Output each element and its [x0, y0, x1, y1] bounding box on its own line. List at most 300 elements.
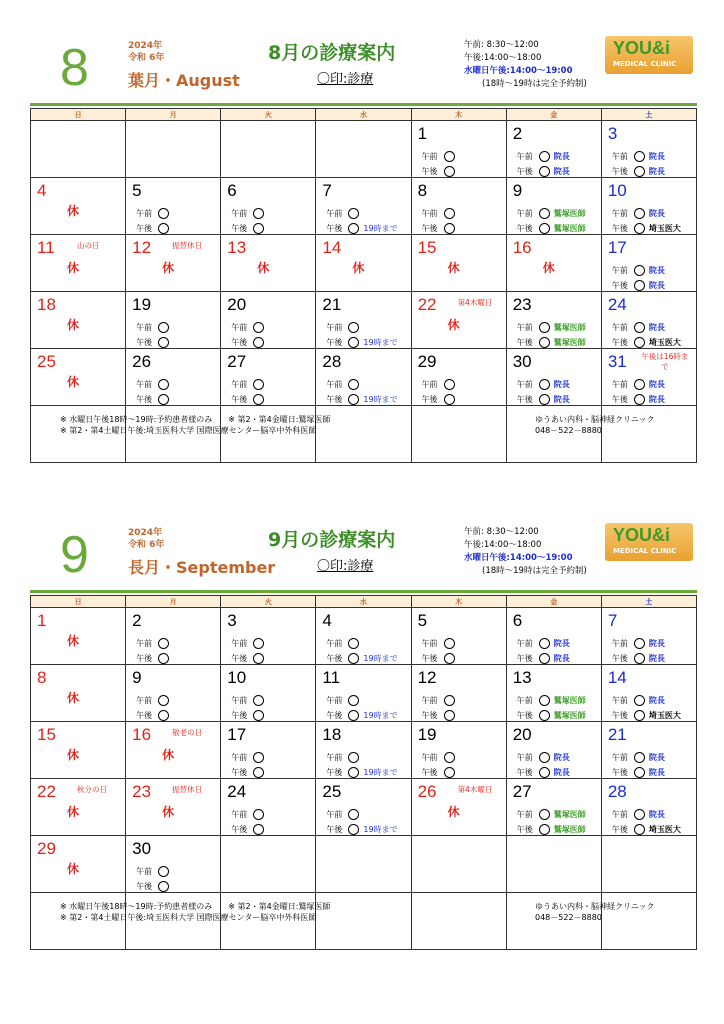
- open-circle-icon: [539, 695, 550, 706]
- session-rows: [231, 693, 268, 723]
- day-cell: [316, 235, 411, 292]
- footer-notes: [60, 414, 680, 436]
- day-number: 2: [512, 124, 523, 143]
- pm-label: 午後: [136, 338, 153, 347]
- am-label: 午前: [516, 810, 533, 819]
- session-rows: [136, 864, 173, 894]
- pm-label: 午後: [611, 711, 628, 720]
- am-label: 午前: [611, 323, 628, 332]
- pm-label: 午後: [516, 167, 533, 176]
- day-number: 22: [37, 782, 56, 801]
- clinic-logo: [605, 36, 693, 74]
- pm-doctor: 院長: [553, 654, 570, 663]
- open-circle-icon: [158, 638, 169, 649]
- closed-label: 休: [162, 261, 175, 275]
- pm-label: 午後: [611, 167, 628, 176]
- session-rows: [326, 206, 397, 236]
- open-circle-icon: [539, 394, 550, 405]
- am-row: [136, 636, 173, 651]
- closed-label: 休: [67, 261, 80, 275]
- open-circle-icon: [158, 322, 169, 333]
- open-circle-icon: [539, 166, 550, 177]
- legend: 〇印:診療: [317, 72, 374, 87]
- open-circle-icon: [348, 695, 359, 706]
- pm-label: 午後: [326, 825, 343, 834]
- pm-doctor: 院長: [648, 654, 665, 663]
- day-number: 30: [132, 839, 152, 858]
- am-label: 午前: [421, 209, 438, 218]
- pm-label: 午後: [136, 654, 153, 663]
- day-note: 午後は16時まで: [641, 352, 689, 371]
- weekday-header: 金: [506, 596, 601, 608]
- day-number: 18: [322, 725, 342, 744]
- am-label: 午前: [421, 696, 438, 705]
- session-rows: [422, 206, 459, 236]
- pm-doctor: 院長: [648, 167, 665, 176]
- day-number: 12: [132, 238, 152, 257]
- pm-label: 午後: [611, 768, 628, 777]
- day-cell: [506, 665, 601, 722]
- day-number: 5: [132, 181, 142, 200]
- day-number: 22: [417, 295, 437, 314]
- day-cell: [126, 235, 221, 292]
- pm-label: 午後: [231, 224, 248, 233]
- am-label: 午前: [231, 209, 248, 218]
- am-label: 午前: [231, 639, 248, 648]
- year-era: 令和 6年: [128, 53, 165, 63]
- closed-label: 休: [447, 318, 460, 332]
- session-rows: [422, 693, 459, 723]
- session-rows: [612, 149, 665, 179]
- am-label: 午前: [231, 696, 248, 705]
- pm-label: 午後: [136, 711, 153, 720]
- am-row: [136, 377, 173, 392]
- am-row: [517, 807, 586, 822]
- day-cell: [506, 608, 601, 665]
- am-row: [231, 377, 268, 392]
- pm-label: 午後: [136, 224, 153, 233]
- day-number: 3: [227, 611, 237, 630]
- day-number: 6: [512, 611, 523, 630]
- pm-label: 午後: [326, 711, 343, 720]
- open-circle-icon: [539, 322, 550, 333]
- day-cell: [411, 178, 506, 235]
- am-row: [326, 750, 397, 765]
- am-row: [612, 149, 665, 164]
- day-number: 13: [512, 668, 532, 687]
- day-cell: [316, 121, 411, 178]
- open-circle-icon: [444, 151, 455, 162]
- open-circle-icon: [253, 638, 264, 649]
- day-number: 23: [512, 295, 532, 314]
- am-doctor: 院長: [553, 380, 570, 389]
- am-row: [231, 320, 268, 335]
- month-name: 葉月・August: [128, 71, 240, 90]
- open-circle-icon: [444, 166, 455, 177]
- day-cell: [126, 722, 221, 779]
- footer-notes: [60, 901, 680, 923]
- open-circle-icon: [253, 223, 264, 234]
- clinic-info: [535, 901, 655, 923]
- day-number: 1: [37, 611, 47, 630]
- day-cell: [31, 292, 126, 349]
- day-number: 2: [132, 611, 142, 630]
- day-cell: [601, 235, 696, 292]
- session-rows: [326, 693, 397, 723]
- session-rows: [517, 320, 586, 350]
- pm-label: 午後: [421, 167, 438, 176]
- pm-label: 午後: [421, 224, 438, 233]
- am-row: [326, 377, 397, 392]
- open-circle-icon: [634, 280, 645, 291]
- pm-label: 午後: [231, 395, 248, 404]
- session-rows: [326, 320, 397, 350]
- am-doctor: 鷲塚医師: [553, 810, 586, 819]
- open-circle-icon: [158, 710, 169, 721]
- day-number: 15: [417, 238, 437, 257]
- day-cell: [31, 349, 126, 406]
- day-note: 第4木曜日: [457, 298, 493, 307]
- day-number: 31: [607, 352, 627, 371]
- day-cell: [601, 779, 696, 836]
- pm-doctor: 埼玉医大: [648, 825, 681, 834]
- open-circle-icon: [634, 767, 645, 778]
- am-doctor: 院長: [648, 639, 665, 648]
- clinic-name: ゆうあい内科・脳神経クリニック: [535, 415, 655, 424]
- day-number: 8: [37, 668, 47, 687]
- session-rows: [517, 750, 570, 780]
- day-number: 20: [512, 725, 532, 744]
- weekday-header: 火: [221, 596, 316, 608]
- session-rows: [517, 149, 570, 179]
- day-number: 12: [417, 668, 437, 687]
- session-rows: [612, 636, 665, 666]
- day-number: 19: [132, 295, 152, 314]
- session-rows: [422, 750, 459, 780]
- am-label: 午前: [136, 323, 153, 332]
- month-number: 9: [60, 526, 89, 584]
- open-circle-icon: [539, 208, 550, 219]
- clinic-hours: [464, 526, 587, 578]
- open-circle-icon: [348, 767, 359, 778]
- day-cell: [506, 349, 601, 406]
- session-rows: [326, 750, 397, 780]
- day-cell: [31, 836, 126, 893]
- month-number: 8: [60, 39, 89, 97]
- day-cell: [601, 608, 696, 665]
- day-cell: [31, 722, 126, 779]
- day-cell: [601, 121, 696, 178]
- closed-label: 休: [67, 318, 80, 332]
- day-number: 27: [512, 782, 532, 801]
- open-circle-icon: [348, 208, 359, 219]
- hours-line: 午前: 8:30～12:00: [464, 40, 539, 50]
- open-circle-icon: [634, 752, 645, 763]
- clinic-tel: 048－522－8880: [535, 426, 602, 435]
- day-number: 25: [37, 352, 56, 371]
- open-circle-icon: [158, 394, 169, 405]
- open-circle-icon: [539, 767, 550, 778]
- pm-label: 午後: [421, 711, 438, 720]
- day-number: 18: [37, 295, 56, 314]
- session-rows: [517, 636, 570, 666]
- am-label: 午前: [516, 380, 533, 389]
- am-label: 午前: [611, 209, 628, 218]
- day-cell: [221, 608, 316, 665]
- open-circle-icon: [348, 337, 359, 348]
- page-title: 9月の診療案内: [268, 529, 396, 551]
- year-label: [128, 527, 164, 551]
- session-rows: [136, 206, 173, 236]
- pm-doctor: 19時まで: [363, 711, 398, 720]
- day-cell: [411, 836, 506, 893]
- pm-doctor: 埼玉医大: [648, 224, 681, 233]
- pm-label: 午後: [516, 768, 533, 777]
- month-name: 長月・September: [128, 558, 276, 577]
- open-circle-icon: [158, 223, 169, 234]
- open-circle-icon: [348, 710, 359, 721]
- month-header: [30, 30, 697, 404]
- open-circle-icon: [539, 824, 550, 835]
- session-rows: [612, 807, 681, 837]
- day-number: 7: [607, 611, 618, 630]
- divider: [30, 590, 697, 593]
- day-note: 振替休日: [172, 785, 203, 794]
- open-circle-icon: [158, 881, 169, 892]
- day-note: 第4木曜日: [457, 785, 493, 794]
- session-rows: [422, 636, 459, 666]
- am-row: [517, 636, 570, 651]
- page-title: 8月の診療案内: [268, 42, 396, 64]
- am-doctor: 鷲塚医師: [553, 209, 586, 218]
- pm-label: 午後: [326, 395, 343, 404]
- calendar-grid: [30, 108, 697, 463]
- day-number: 26: [132, 352, 152, 371]
- day-cell: [31, 121, 126, 178]
- closed-label: 休: [257, 261, 270, 275]
- open-circle-icon: [444, 223, 455, 234]
- am-label: 午前: [326, 323, 343, 332]
- open-circle-icon: [444, 638, 455, 649]
- day-cell: [316, 665, 411, 722]
- am-row: [517, 206, 586, 221]
- am-label: 午前: [611, 380, 628, 389]
- day-cell: [31, 178, 126, 235]
- session-rows: [231, 750, 268, 780]
- day-number: 29: [37, 839, 56, 858]
- day-cell: [126, 665, 221, 722]
- am-row: [517, 693, 586, 708]
- august-calendar: [30, 30, 697, 435]
- day-number: 26: [417, 782, 437, 801]
- am-label: 午前: [136, 209, 153, 218]
- pm-doctor: 院長: [648, 768, 665, 777]
- legend: 〇印:診療: [317, 559, 374, 574]
- session-rows: [612, 320, 681, 350]
- am-label: 午前: [326, 696, 343, 705]
- am-label: 午前: [516, 323, 533, 332]
- pm-label: 午後: [611, 338, 628, 347]
- day-number: 21: [322, 295, 342, 314]
- day-cell: [601, 665, 696, 722]
- day-cell: [316, 779, 411, 836]
- day-number: 3: [607, 124, 618, 143]
- closed-label: 休: [67, 691, 80, 705]
- session-rows: [231, 320, 268, 350]
- am-row: [422, 149, 459, 164]
- pm-label: 午後: [326, 224, 343, 233]
- pm-label: 午後: [231, 338, 248, 347]
- pm-doctor: 鷲塚医師: [553, 825, 586, 834]
- am-row: [612, 807, 681, 822]
- year-label: [128, 40, 164, 64]
- open-circle-icon: [253, 767, 264, 778]
- am-row: [136, 864, 173, 879]
- weekday-header: 金: [506, 109, 601, 121]
- am-row: [517, 377, 570, 392]
- pm-doctor: 19時まで: [363, 654, 398, 663]
- pm-doctor: 19時まで: [363, 768, 398, 777]
- day-cell: [126, 121, 221, 178]
- day-cell: [506, 235, 601, 292]
- session-rows: [231, 206, 268, 236]
- logo-subtext: MEDICAL CLINIC: [613, 547, 677, 555]
- hours-line: 水曜日午後:14:00～19:00: [464, 553, 573, 563]
- am-doctor: 院長: [648, 696, 665, 705]
- hours-line: 午後:14:00～18:00: [464, 540, 542, 550]
- am-label: 午前: [231, 380, 248, 389]
- am-doctor: 鷲塚医師: [553, 323, 586, 332]
- open-circle-icon: [158, 208, 169, 219]
- weekday-header: 日: [31, 109, 126, 121]
- open-circle-icon: [253, 752, 264, 763]
- day-cell: [221, 121, 316, 178]
- closed-label: 休: [67, 375, 80, 389]
- pm-label: 午後: [421, 768, 438, 777]
- closed-label: 休: [162, 805, 175, 819]
- day-cell: [31, 665, 126, 722]
- am-row: [231, 206, 268, 221]
- open-circle-icon: [539, 638, 550, 649]
- am-label: 午前: [516, 753, 533, 762]
- pm-label: 午後: [231, 711, 248, 720]
- open-circle-icon: [634, 265, 645, 276]
- am-row: [136, 206, 173, 221]
- september-calendar: [30, 517, 697, 922]
- pm-label: 午後: [516, 224, 533, 233]
- am-label: 午前: [421, 639, 438, 648]
- am-label: 午前: [231, 323, 248, 332]
- session-rows: [612, 377, 665, 407]
- day-cell: [316, 836, 411, 893]
- am-label: 午前: [516, 696, 533, 705]
- open-circle-icon: [348, 638, 359, 649]
- day-number: 25: [322, 782, 342, 801]
- year-era: 令和 6年: [128, 540, 165, 550]
- day-cell: [411, 349, 506, 406]
- day-cell: [126, 292, 221, 349]
- logo-text: YOU&i: [613, 525, 671, 545]
- logo-subtext: MEDICAL CLINIC: [613, 60, 677, 68]
- hours-line: 午後:14:00～18:00: [464, 53, 542, 63]
- pm-label: 午後: [421, 395, 438, 404]
- pm-doctor: 鷲塚医師: [553, 338, 586, 347]
- pm-label: 午後: [516, 711, 533, 720]
- am-label: 午前: [326, 753, 343, 762]
- am-row: [422, 750, 459, 765]
- session-rows: [612, 263, 665, 293]
- am-doctor: 院長: [648, 810, 665, 819]
- closed-label: 休: [67, 805, 80, 819]
- am-row: [326, 693, 397, 708]
- open-circle-icon: [539, 653, 550, 664]
- day-number: 14: [322, 238, 342, 257]
- open-circle-icon: [253, 695, 264, 706]
- open-circle-icon: [444, 208, 455, 219]
- footer-line: ※ 第2・第4土曜日午後:埼玉医科大学 国際医療センター脳卒中外科医師: [60, 913, 317, 922]
- day-cell: [411, 722, 506, 779]
- pm-label: 午後: [516, 338, 533, 347]
- day-cell: [601, 292, 696, 349]
- am-doctor: 院長: [648, 323, 665, 332]
- session-rows: [231, 377, 268, 407]
- pm-label: 午後: [611, 224, 628, 233]
- day-number: 1: [417, 124, 428, 143]
- open-circle-icon: [539, 379, 550, 390]
- open-circle-icon: [348, 394, 359, 405]
- day-number: 9: [132, 668, 142, 687]
- am-label: 午前: [231, 753, 248, 762]
- am-doctor: 鷲塚医師: [553, 696, 586, 705]
- am-row: [422, 693, 459, 708]
- day-number: 8: [417, 181, 428, 200]
- am-label: 午前: [516, 152, 533, 161]
- am-label: 午前: [136, 380, 153, 389]
- open-circle-icon: [253, 379, 264, 390]
- hours-line: 午前: 8:30～12:00: [464, 527, 539, 537]
- pm-doctor: 院長: [648, 281, 665, 290]
- open-circle-icon: [348, 809, 359, 820]
- pm-label: 午後: [326, 338, 343, 347]
- open-circle-icon: [158, 379, 169, 390]
- am-label: 午前: [611, 152, 628, 161]
- open-circle-icon: [634, 166, 645, 177]
- pm-doctor: 院長: [648, 395, 665, 404]
- pm-doctor: 鷲塚医師: [553, 711, 586, 720]
- pm-doctor: 19時まで: [363, 224, 398, 233]
- weekday-header: 水: [316, 596, 411, 608]
- am-label: 午前: [421, 753, 438, 762]
- day-number: 9: [512, 181, 523, 200]
- weekday-header: 木: [411, 109, 506, 121]
- clinic-hours: [464, 39, 587, 91]
- open-circle-icon: [539, 151, 550, 162]
- day-cell: [506, 779, 601, 836]
- pm-doctor: 埼玉医大: [648, 338, 681, 347]
- year-western: 2024年: [128, 41, 163, 51]
- closed-label: 休: [67, 634, 80, 648]
- am-row: [517, 149, 570, 164]
- open-circle-icon: [634, 394, 645, 405]
- open-circle-icon: [253, 809, 264, 820]
- am-doctor: 院長: [648, 209, 665, 218]
- day-cell: [506, 836, 601, 893]
- day-cell: [601, 349, 696, 406]
- open-circle-icon: [348, 223, 359, 234]
- day-number: 30: [512, 352, 532, 371]
- month-header: [30, 517, 697, 891]
- am-label: 午前: [516, 639, 533, 648]
